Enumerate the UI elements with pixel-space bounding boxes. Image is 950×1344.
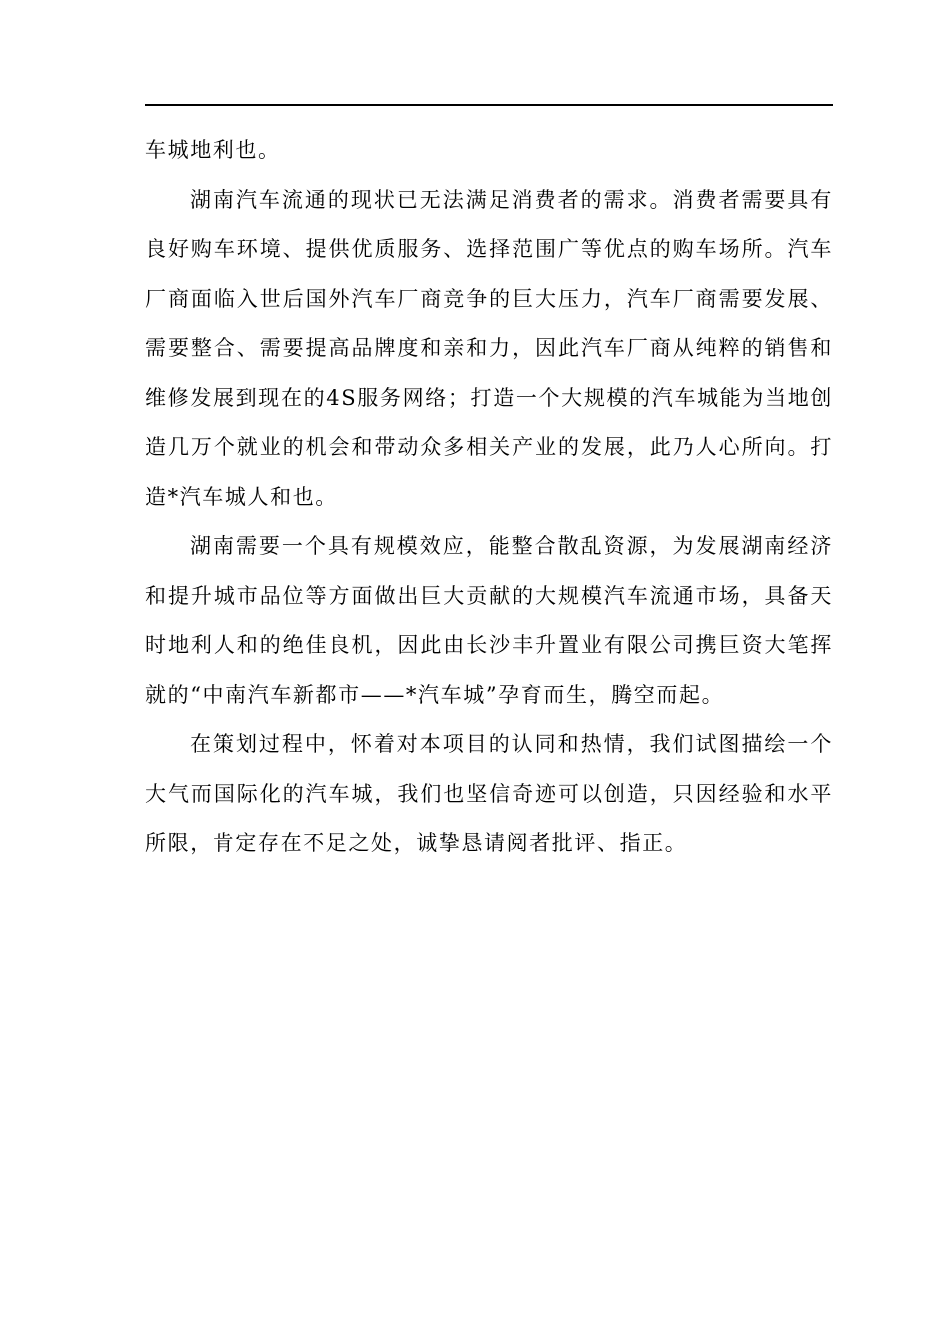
paragraph-project-origin: 湖南需要一个具有规模效应，能整合散乱资源，为发展湖南经济和提升城市品位等方面做出巨大贡献的大规模汽车流通市场，具备天时地利人和的绝佳良机，因此由长沙丰升置业有限公司携巨资大笔挥就的“中南汽车新都市——*汽车城”孕育而生，腾空而起。 xyxy=(145,534,833,707)
paragraph-continuation: 车城地利也。 xyxy=(145,138,281,162)
paragraph-market-demand: 湖南汽车流通的现状已无法满足消费者的需求。消费者需要具有良好购车环境、提供优质服务、选择范围广等优点的购车场所。汽车厂商面临入世后国外汽车厂商竞争的巨大压力，汽车厂商需要发展、需要整合、需要提高品牌度和亲和力，因此汽车厂商从纯粹的销售和维修发展到现在的4S服务网络；打造一个大规模的汽车城能为当地创造几万个就业的机会和带动众多相关产业的发展，此乃人心所向。打造*汽车城人和也。 xyxy=(145,187,833,509)
body-text xyxy=(145,126,833,869)
paragraph-closing: 在策划过程中，怀着对本项目的认同和热情，我们试图描绘一个大气而国际化的汽车城，我们也坚信奇迹可以创造，只因经验和水平所限，肯定存在不足之处，诚挚恳请阅者批评、指正。 xyxy=(145,732,833,855)
header-rule xyxy=(145,104,833,106)
